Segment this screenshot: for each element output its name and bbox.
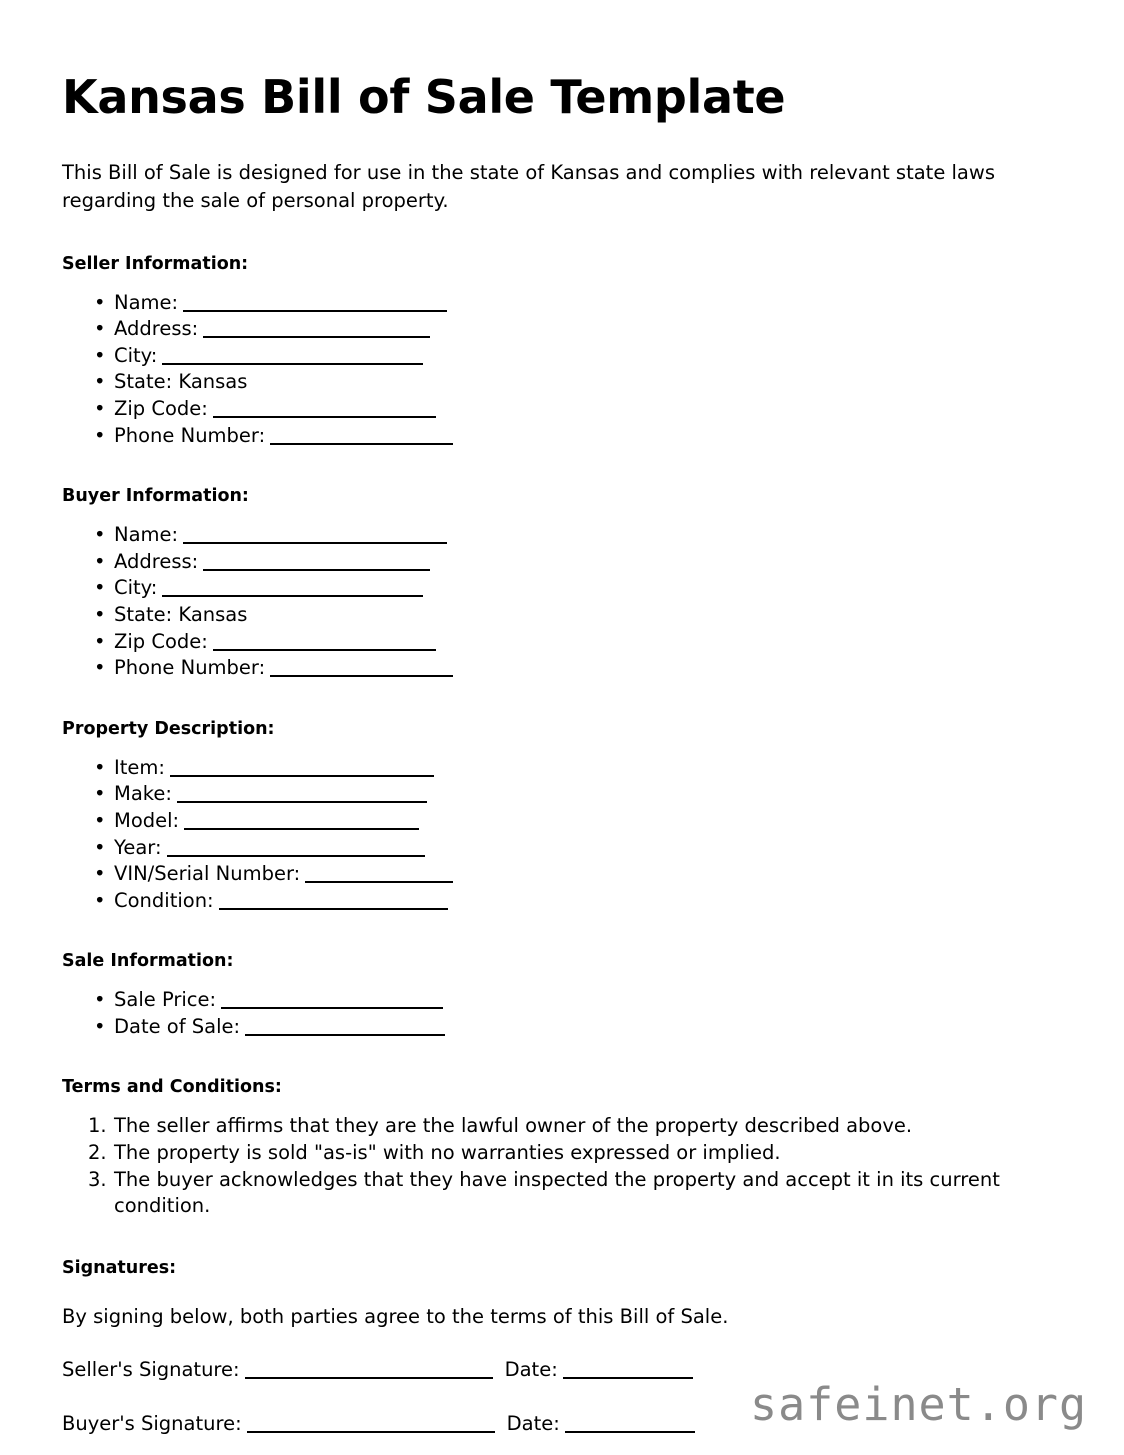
field-item bbox=[62, 861, 1052, 888]
field-blank-line[interactable] bbox=[221, 992, 443, 1009]
field-blank-line[interactable] bbox=[162, 580, 423, 597]
field-blank-line[interactable] bbox=[213, 634, 436, 651]
property-field-list bbox=[62, 740, 1052, 915]
signature-blank-line[interactable] bbox=[245, 1362, 493, 1379]
signatures-section-heading: Signatures: bbox=[62, 1257, 177, 1278]
date-blank-line[interactable] bbox=[563, 1362, 693, 1379]
document-body bbox=[62, 0, 1052, 1438]
field-label: State: bbox=[114, 370, 173, 394]
term-item: The property is sold "as-is" with no warranties expressed or implied. bbox=[114, 1141, 781, 1165]
field-label: Date of Sale: bbox=[114, 1014, 241, 1038]
date-blank-line[interactable] bbox=[565, 1416, 695, 1433]
field-label: Address: bbox=[114, 317, 199, 341]
date-label: Date: bbox=[506, 1412, 560, 1436]
field-item bbox=[62, 369, 1052, 396]
field-item bbox=[62, 549, 1052, 576]
date-label: Date: bbox=[504, 1358, 558, 1382]
field-label: Name: bbox=[114, 523, 179, 547]
field-item bbox=[62, 755, 1052, 782]
field-item bbox=[62, 343, 1052, 370]
field-label: Model: bbox=[114, 808, 180, 832]
field-item bbox=[62, 423, 1052, 450]
field-item bbox=[62, 835, 1052, 862]
term-item: The seller affirms that they are the lawful owner of the property described above. bbox=[114, 1114, 913, 1138]
terms-list bbox=[62, 1098, 1052, 1219]
seller-section-heading: Seller Information: bbox=[62, 253, 249, 274]
field-label: City: bbox=[114, 576, 158, 600]
field-label: Condition: bbox=[114, 888, 214, 912]
field-blank-line[interactable] bbox=[270, 428, 453, 445]
field-blank-line[interactable] bbox=[270, 660, 453, 677]
field-label: Phone Number: bbox=[114, 423, 266, 447]
page-title: Kansas Bill of Sale Template bbox=[62, 70, 786, 124]
signature-agreement-text: By signing below, both parties agree to the terms of this Bill of Sale. bbox=[62, 1304, 729, 1328]
field-blank-line[interactable] bbox=[203, 554, 430, 571]
field-value: Kansas bbox=[172, 602, 248, 626]
field-blank-line[interactable] bbox=[219, 893, 448, 910]
field-value: Kansas bbox=[172, 370, 248, 394]
terms-section-heading: Terms and Conditions: bbox=[62, 1077, 282, 1098]
field-item bbox=[62, 602, 1052, 629]
field-item bbox=[62, 396, 1052, 423]
field-label: VIN/Serial Number: bbox=[114, 862, 301, 886]
field-label: Phone Number: bbox=[114, 656, 266, 680]
signature-row bbox=[62, 1330, 1052, 1384]
field-label: Address: bbox=[114, 549, 199, 573]
field-label: Sale Price: bbox=[114, 988, 217, 1012]
site-watermark: safeinet.org bbox=[750, 1378, 1088, 1431]
field-label: Zip Code: bbox=[114, 396, 208, 420]
sale-field-list bbox=[62, 972, 1052, 1040]
signature-label: Seller's Signature: bbox=[62, 1358, 240, 1382]
field-label: Year: bbox=[114, 835, 162, 859]
sale-section-heading: Sale Information: bbox=[62, 951, 234, 972]
field-item bbox=[62, 316, 1052, 343]
field-blank-line[interactable] bbox=[183, 527, 447, 544]
field-label: Item: bbox=[114, 755, 165, 779]
field-item bbox=[62, 290, 1052, 317]
field-label: State: bbox=[114, 602, 173, 626]
field-blank-line[interactable] bbox=[203, 321, 430, 338]
field-blank-line[interactable] bbox=[183, 295, 447, 312]
field-blank-line[interactable] bbox=[170, 760, 434, 777]
field-item bbox=[62, 575, 1052, 602]
buyer-field-list bbox=[62, 507, 1052, 682]
property-section-heading: Property Description: bbox=[62, 718, 275, 739]
field-blank-line[interactable] bbox=[177, 786, 427, 803]
seller-field-list bbox=[62, 275, 1052, 450]
field-blank-line[interactable] bbox=[305, 866, 453, 883]
field-label: Zip Code: bbox=[114, 629, 208, 653]
signature-label: Buyer's Signature: bbox=[62, 1412, 242, 1436]
field-blank-line[interactable] bbox=[213, 401, 436, 418]
term-item: The buyer acknowledges that they have inspected the property and accept it in its current condition. bbox=[114, 1167, 1000, 1218]
field-item bbox=[62, 655, 1052, 682]
field-label: Name: bbox=[114, 290, 179, 314]
field-item bbox=[62, 629, 1052, 656]
field-blank-line[interactable] bbox=[184, 813, 419, 830]
field-label: Make: bbox=[114, 782, 172, 806]
intro-paragraph: This Bill of Sale is designed for use in the state of Kansas and complies with relevant state laws regarding the sale of personal property. bbox=[62, 160, 995, 212]
field-item bbox=[62, 1014, 1052, 1041]
field-blank-line[interactable] bbox=[167, 840, 425, 857]
field-item bbox=[62, 987, 1052, 1014]
field-item bbox=[62, 888, 1052, 915]
field-label: City: bbox=[114, 343, 158, 367]
buyer-section-heading: Buyer Information: bbox=[62, 486, 249, 507]
signature-blank-line[interactable] bbox=[247, 1416, 495, 1433]
field-item bbox=[62, 808, 1052, 835]
field-item bbox=[62, 781, 1052, 808]
field-item bbox=[62, 522, 1052, 549]
field-blank-line[interactable] bbox=[162, 348, 423, 365]
field-blank-line[interactable] bbox=[245, 1019, 445, 1036]
